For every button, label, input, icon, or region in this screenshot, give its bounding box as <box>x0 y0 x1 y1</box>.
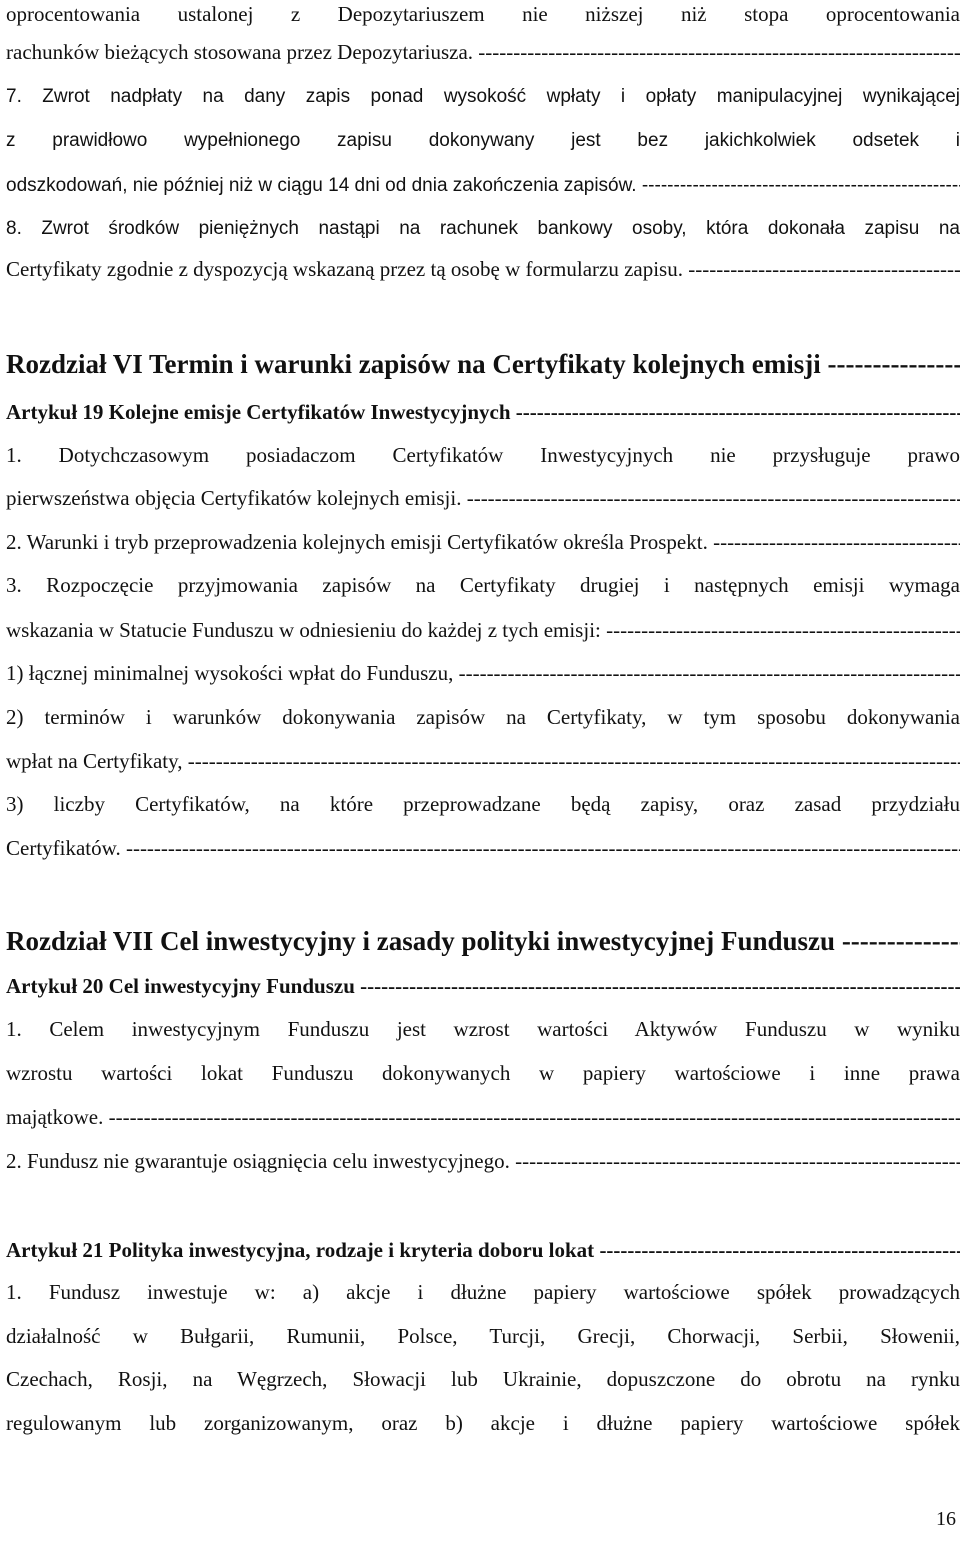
article-heading: Artykuł 20 Cel inwestycyjny Funduszu ----- <box>6 972 960 1016</box>
text-line: 3) liczby Certyfikatów, na które przeprowadzane będą zapisy, oraz zasad przydziału <box>6 792 960 816</box>
text-line: 8. Zwrot środków pieniężnych nastąpi na rachunek bankowy osoby, która dokonała zapisu na <box>6 218 960 239</box>
article-heading: Artykuł 21 Polityka inwestycyjna, rodzaje i kryteria doboru lokat ----- <box>6 1236 960 1280</box>
chapter-heading: Rozdział VII Cel inwestycyjny i zasady polityki inwestycyjnej Funduszu ----- <box>6 923 960 963</box>
text-line: 1) łącznej minimalnej wysokości wpłat do Funduszu, ----- <box>6 659 960 703</box>
text-line: rachunków bieżących stosowana przez Depozytariusza. ----- <box>6 38 960 82</box>
text-line: 1. Celem inwestycyjnym Funduszu jest wzrost wartości Aktywów Funduszu w wyniku <box>6 1017 960 1041</box>
text-line: pierwszeństwa objęcia Certyfikatów kolejnych emisji. ----- <box>6 484 960 528</box>
text-line: Czechach, Rosji, na Węgrzech, Słowacji lub Ukrainie, dopuszczone do obrotu na rynku <box>6 1367 960 1391</box>
text-line: 1. Fundusz inwestuje w: a) akcje i dłużne papiery wartościowe spółek prowadzących <box>6 1280 960 1304</box>
text-line: Certyfikaty zgodnie z dyspozycją wskazaną przez tą osobę w formularzu zapisu. ----- <box>6 255 960 299</box>
text-line: wzrostu wartości lokat Funduszu dokonywanych w papiery wartościowe i inne prawa <box>6 1061 960 1085</box>
text-line: regulowanym lub zorganizowanym, oraz b) akcje i dłużne papiery wartościowe spółek <box>6 1411 960 1435</box>
text-line: wpłat na Certyfikaty, ----- <box>6 747 960 791</box>
page-number: 16 <box>936 1508 956 1530</box>
text-line: odszkodowań, nie później niż w ciągu 14 dni od dnia zakończenia zapisów. ----- <box>6 172 960 216</box>
text-line: 2) terminów i warunków dokonywania zapisów na Certyfikaty, w tym sposobu dokonywania <box>6 705 960 729</box>
text-line: z prawidłowo wypełnionego zapisu dokonywany jest bez jakichkolwiek odsetek i <box>6 130 960 151</box>
article-heading: Artykuł 19 Kolejne emisje Certyfikatów Inwestycyjnych ----- <box>6 398 960 442</box>
chapter-heading: Rozdział VI Termin i warunki zapisów na Certyfikaty kolejnych emisji ----- <box>6 346 960 386</box>
text-line: 2. Fundusz nie gwarantuje osiągnięcia celu inwestycyjnego. ----- <box>6 1147 960 1191</box>
text-line: 1. Dotychczasowym posiadaczom Certyfikatów Inwestycyjnych nie przysługuje prawo <box>6 443 960 467</box>
text-line: działalność w Bułgarii, Rumunii, Polsce, Turcji, Grecji, Chorwacji, Serbii, Słowenii, <box>6 1324 960 1348</box>
text-line: 7. Zwrot nadpłaty na dany zapis ponad wysokość wpłaty i opłaty manipulacyjnej wynikającej <box>6 86 960 107</box>
text-line: Certyfikatów. ----- <box>6 834 960 878</box>
text-line: majątkowe. ----- <box>6 1103 960 1147</box>
text-line: wskazania w Statucie Funduszu w odniesieniu do każdej z tych emisji: ----- <box>6 616 960 660</box>
text-line: 2. Warunki i tryb przeprowadzenia kolejnych emisji Certyfikatów określa Prospekt. ----- <box>6 528 960 572</box>
text-line: 3. Rozpoczęcie przyjmowania zapisów na Certyfikaty drugiej i następnych emisji wymaga <box>6 573 960 597</box>
text-line: oprocentowania ustalonej z Depozytariuszem nie niższej niż stopa oprocentowania <box>6 2 960 26</box>
